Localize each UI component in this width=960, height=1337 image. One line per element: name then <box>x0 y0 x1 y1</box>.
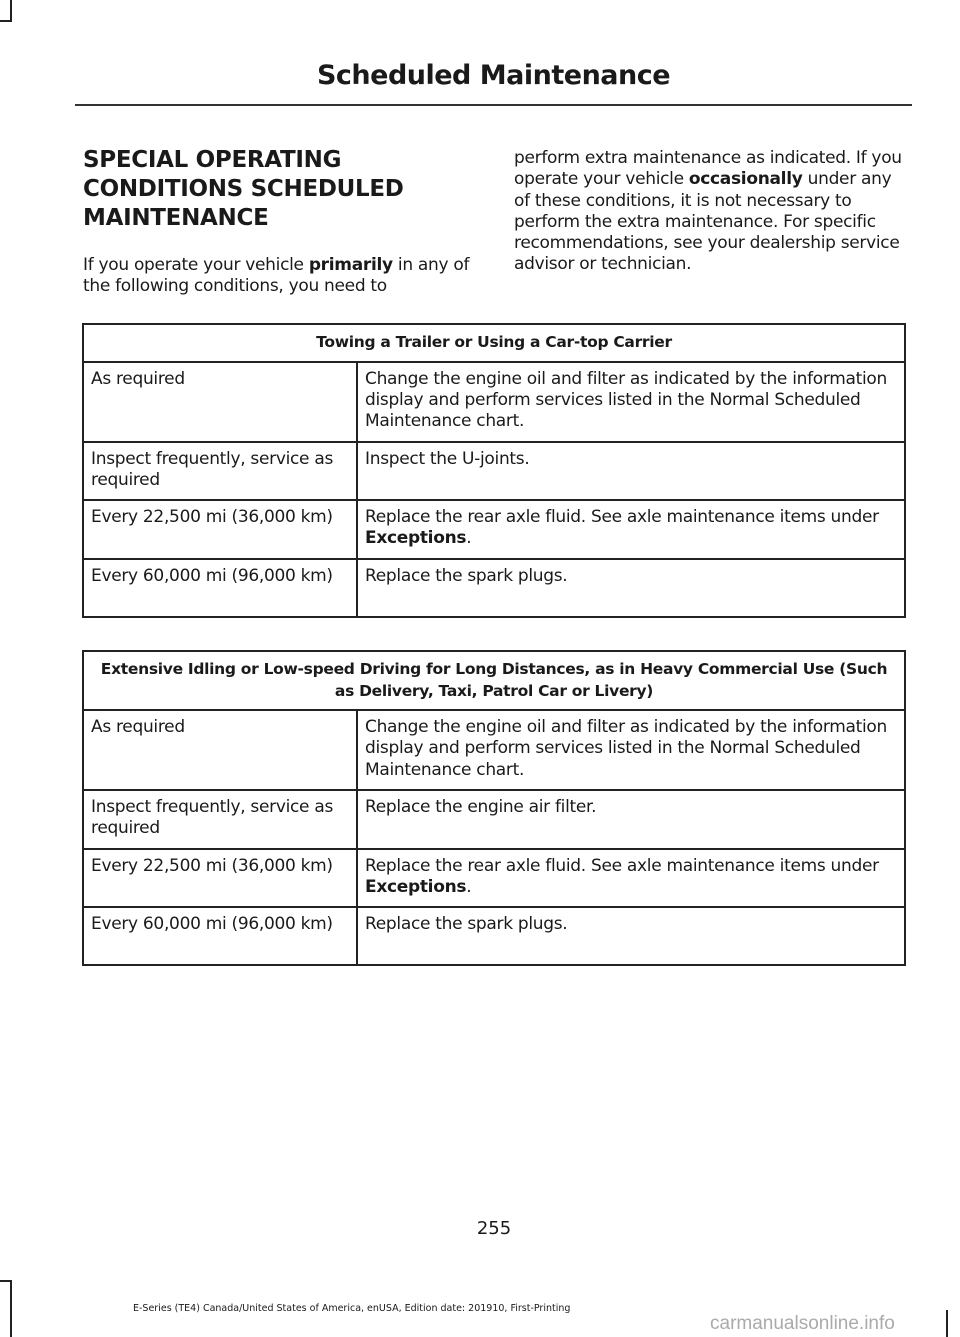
text: under any of these conditions, it is not necessary to perform the extra maintenance. For specific recommendations, see your dealership service advisor or technician. <box>514 169 900 275</box>
action-cell <box>357 710 905 790</box>
crop-mark <box>0 20 12 22</box>
action-cell <box>357 500 905 559</box>
action-text: Replace the rear axle fluid. See axle maintenance items under <box>365 507 879 528</box>
action-text: Replace the spark plugs. <box>365 565 568 586</box>
maintenance-table-towing <box>82 323 906 618</box>
interval-cell: As required <box>83 710 357 790</box>
page-header-title: Scheduled Maintenance <box>316 60 671 91</box>
watermark: carmanualsonline.info <box>710 1313 895 1334</box>
action-emphasis: Exceptions <box>365 876 467 897</box>
interval-cell: Every 22,500 mi (36,000 km) <box>83 500 357 559</box>
crop-mark <box>10 1280 12 1337</box>
crop-mark <box>10 0 12 20</box>
table-row <box>83 849 905 908</box>
action-text: Change the engine oil and filter as indicated by the information display and perform services listed in the Normal Scheduled Maintenance chart. <box>365 368 888 432</box>
action-cell <box>357 907 905 965</box>
emphasis: occasionally <box>688 169 803 190</box>
interval-cell: Every 60,000 mi (96,000 km) <box>83 559 357 617</box>
interval-cell: Inspect frequently, service as required <box>83 790 357 849</box>
intro-paragraph-left <box>83 255 493 298</box>
interval-cell: Every 60,000 mi (96,000 km) <box>83 907 357 965</box>
text: in any of the following conditions, you need to <box>83 255 470 297</box>
text: perform extra maintenance as indicated. If you operate your vehicle <box>514 148 902 190</box>
action-text: Replace the rear axle fluid. See axle maintenance items under <box>365 855 879 876</box>
header-divider <box>75 104 912 106</box>
intro-paragraph-right <box>514 148 909 276</box>
interval-cell: Inspect frequently, service as required <box>83 442 357 501</box>
action-text: Replace the spark plugs. <box>365 914 568 935</box>
action-text-end: . <box>466 528 472 549</box>
action-text-end: . <box>466 876 472 897</box>
action-emphasis: Exceptions <box>365 528 467 549</box>
table-row <box>83 362 905 442</box>
action-cell <box>357 559 905 617</box>
table-header-row <box>83 324 905 362</box>
edition-footer: E-Series (TE4) Canada/United States of America, enUSA, Edition date: 201910, First-Printing <box>133 1303 571 1314</box>
crop-mark <box>0 1280 12 1282</box>
action-cell <box>357 442 905 501</box>
table-title: Extensive Idling or Low-speed Driving for Long Distances, as in Heavy Commercial Use (Such as Delivery, Taxi, Patrol Car or Livery) <box>83 651 905 710</box>
emphasis: primarily <box>308 255 393 275</box>
table-title: Towing a Trailer or Using a Car-top Carrier <box>83 324 905 362</box>
action-text: Change the engine oil and filter as indicated by the information display and perform services listed in the Normal Scheduled Maintenance chart. <box>365 717 888 780</box>
text: If you operate your vehicle <box>83 255 309 275</box>
table-header-row <box>83 651 905 710</box>
action-cell <box>357 849 905 908</box>
table-row <box>83 710 905 790</box>
action-text: Replace the engine air filter. <box>365 797 597 817</box>
table-row <box>83 442 905 501</box>
table-row <box>83 790 905 849</box>
action-cell <box>357 790 905 849</box>
action-text: Inspect the U-joints. <box>365 448 530 469</box>
interval-cell: Every 22,500 mi (36,000 km) <box>83 849 357 908</box>
maintenance-table-idling <box>82 650 906 966</box>
action-cell <box>357 362 905 442</box>
section-heading: SPECIAL OPERATING CONDITIONS SCHEDULED MAINTENANCE <box>83 147 404 231</box>
interval-cell: As required <box>83 362 357 442</box>
page-number: 255 <box>476 1218 512 1239</box>
crop-mark <box>946 1310 948 1337</box>
table-row <box>83 907 905 965</box>
table-row <box>83 559 905 617</box>
table-row <box>83 500 905 559</box>
